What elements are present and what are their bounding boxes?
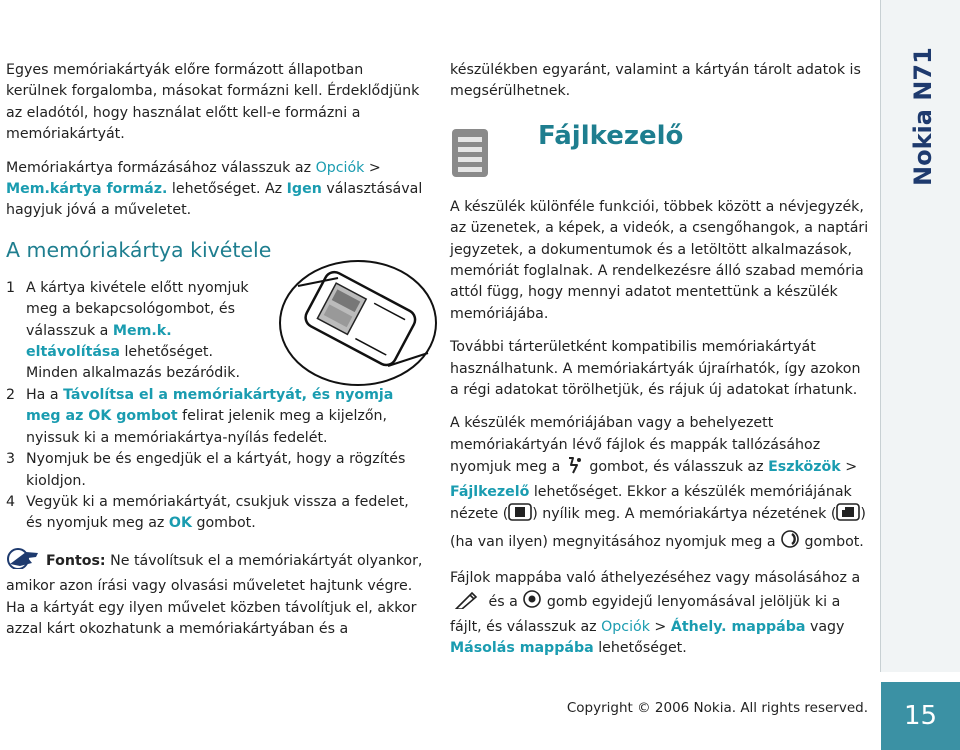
step-number: 2: [6, 386, 16, 403]
format-paragraph: [6, 158, 424, 222]
right-column: [450, 60, 870, 672]
p4-text-c: gomb egyidejű lenyomásával jelöljük ki a fájlt, és válasszuk az: [450, 594, 841, 635]
step-number: 1: [6, 279, 16, 296]
step-text: Ha a: [26, 386, 64, 403]
paragraph-1: A készülék különféle funkciói, többek között a névjegyzék, az üzenetek, a képek, a videók, a csengőhangok, a naptári jegyzetek, a dokumentumok és a letöltött alkalmazások, memóriát foglalnak. A rendelkezésre álló szabad memória attól függ, hogy mennyi adatot mentettünk a készülék memóriájába.: [450, 198, 869, 322]
copyright-text: Copyright © 2006 Nokia. All rights reserved.: [566, 700, 868, 716]
phone-memory-icon: [508, 503, 532, 528]
step-3: [6, 449, 424, 492]
warning-hand-icon: [6, 547, 42, 576]
step-highlight: Mem.k. eltávolítása: [26, 322, 172, 361]
step-2: [6, 385, 424, 449]
menu-igen: Igen: [286, 181, 322, 198]
step-text-end: gombot.: [191, 515, 256, 532]
joystick-center-icon: [522, 589, 542, 616]
paragraph-4: [450, 568, 870, 660]
step-highlight: OK: [168, 515, 192, 532]
edit-pencil-icon: [450, 591, 484, 616]
joystick-right-icon: [780, 529, 800, 556]
menu-opciok: Opciók: [315, 159, 365, 176]
step-text-end: felirat jelenik meg a kijelzőn, nyissuk ki a memóriakártya-nyílás fedelét.: [26, 408, 388, 446]
important-note: [6, 547, 424, 641]
note-text: Ne távolítsuk el a memóriakártyát olyankor, amikor azon írási vagy olvasási műveletet hajtunk végre. Ha a kártyát egy ilyen művelet közben távolítjuk el, akkor azzal kárt okozhatunk a memóriakártyában és a: [6, 552, 423, 637]
note-label: Fontos:: [46, 552, 106, 569]
menu-opciok-2: Opciók: [601, 618, 650, 635]
menu-eszkozok: Eszközök: [768, 459, 841, 476]
file-manager-header: [450, 121, 870, 191]
p3-text-a: A készülék memóriájában vagy a behelyezett memóriakártyán lévő fájlok és mappák tallózásához nyomjuk meg a: [450, 415, 821, 476]
paragraph-3: [450, 413, 870, 555]
p3-text-f: gombot.: [800, 533, 864, 550]
step-text-end: lehetőséget. Minden alkalmazás bezáródik.: [26, 344, 240, 382]
intro-paragraph: Egyes memóriakártyák előre formázott állapotban kerülnek forgalomba, másokat formázni kell. Érdeklődjünk az eladótól, hogy használat előtt kell-e formázni a memóriakártyát.: [6, 62, 420, 143]
step-4: [6, 492, 424, 535]
step-text: Nyomjuk be és engedjük el a kártyát, hogy a rögzítés kioldjon.: [26, 451, 406, 489]
file-manager-icon: [450, 127, 492, 179]
step-number: 4: [6, 493, 16, 510]
page-number: 15: [881, 682, 960, 750]
step-text: A kártya kivétele előtt nyomjuk meg a bekapcsológombot, és válasszuk a: [26, 279, 249, 339]
step-highlight: Távolítsa el a memóriakártyát, és nyomja meg az OK gombot: [26, 386, 394, 425]
menu-mem-kartya-formaz: Mem.kártya formáz.: [6, 181, 168, 198]
section-title: A memóriakártya kivétele: [6, 237, 272, 262]
menu-key-icon: [565, 456, 585, 481]
memory-card-view-icon: [836, 503, 860, 528]
p4-text-b: és a: [484, 594, 523, 611]
p3-text-b: gombot, és válasszuk az: [584, 459, 769, 476]
paragraph-2: További tárterületként kompatibilis memóriakártyát használhatunk. A memóriakártyák újraírhatók, így azokon a régi adatokat törölhetjük, és rájuk új adatokat írhatunk.: [450, 339, 861, 399]
menu-athely-mappaba: Áthely. mappába: [670, 618, 806, 635]
brand-text: Nokia N71: [909, 47, 937, 186]
format-text-3: választásával hagyjuk jóvá a műveletet.: [6, 181, 423, 219]
p3-gt: >: [840, 459, 858, 476]
p3-text-e: ) (ha van ilyen) megnyitásához nyomjuk meg a: [450, 506, 866, 550]
step-1: [6, 278, 256, 385]
p3-text-c: lehetőséget. Ekkor a készülék memóriájának nézete (: [450, 483, 852, 523]
menu-masolas-mappaba: Másolás mappába: [450, 640, 594, 657]
menu-fajlkezelo: Fájlkezelő: [450, 483, 530, 500]
format-gt: >: [364, 159, 381, 176]
step-number: 3: [6, 451, 16, 468]
format-text-2: lehetőséget. Az: [167, 181, 287, 198]
file-manager-title: Fájlkezelő: [538, 120, 684, 151]
p4-text-e: lehetőséget.: [593, 640, 687, 657]
p3-text-d: ) nyílik meg. A memóriakártya nézetének (: [532, 506, 837, 523]
format-text-1: Memóriakártya formázásához válasszuk az: [6, 159, 316, 176]
memory-card-illustration: [278, 258, 438, 388]
p4-text-d: vagy: [805, 618, 845, 635]
continued-paragraph: készülékben egyaránt, valamint a kártyán tárolt adatok is megsérülhetnek.: [450, 62, 861, 100]
step-text: Vegyük ki a memóriakártyát, csukjuk vissza a fedelet, és nyomjuk meg az: [26, 493, 409, 532]
p4-text-a: Fájlok mappába való áthelyezéséhez vagy másolásához a: [450, 569, 861, 586]
brand-label: [905, 40, 945, 200]
p4-gt: >: [649, 618, 671, 635]
